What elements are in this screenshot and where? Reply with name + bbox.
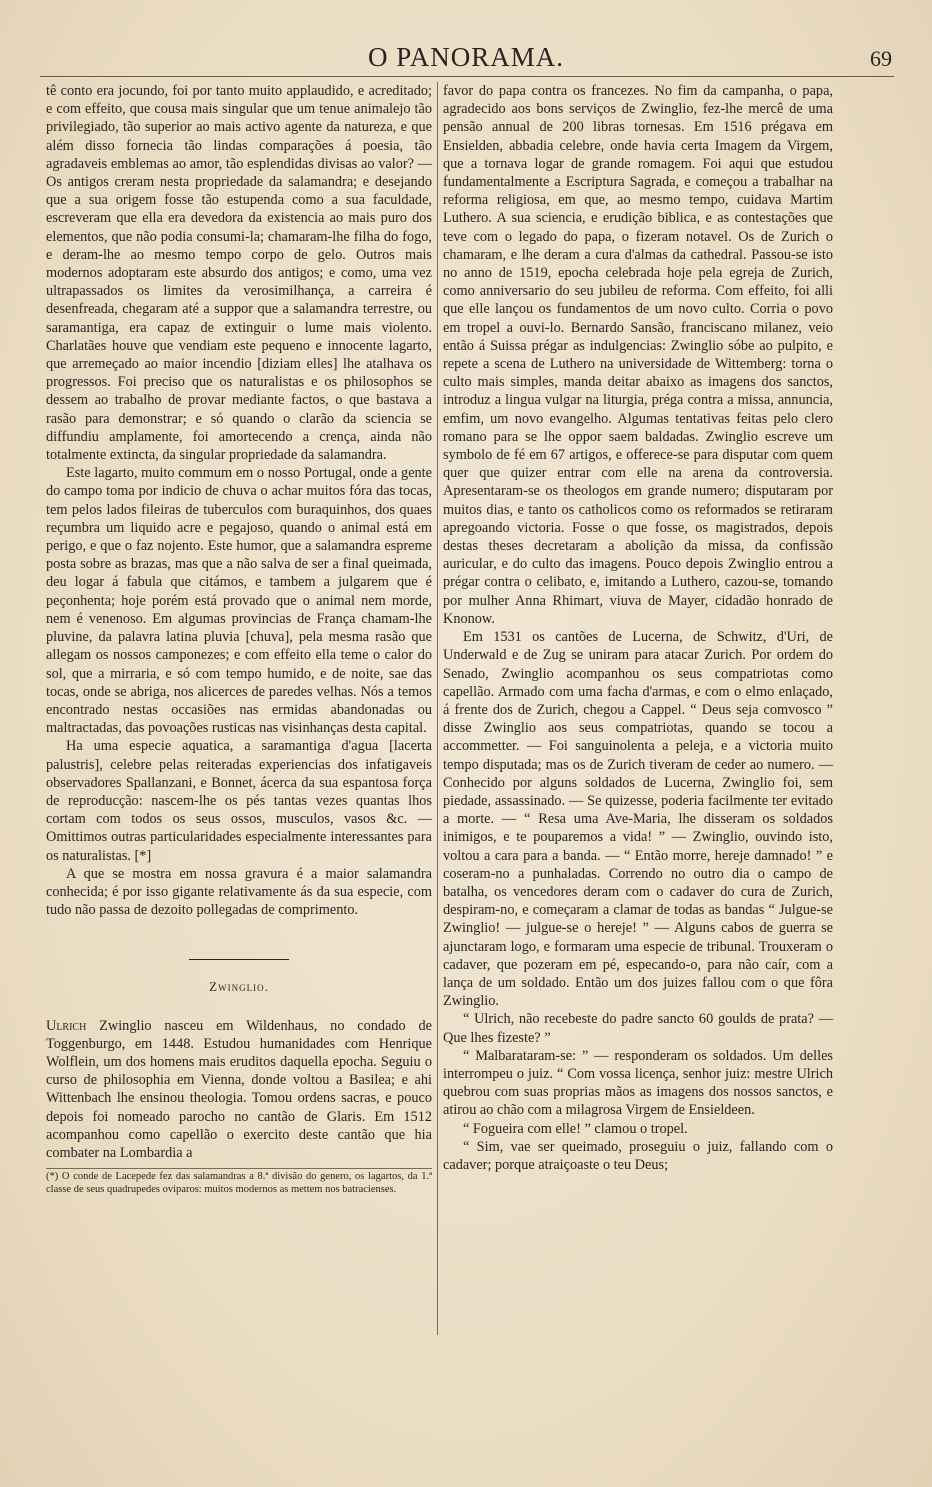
right-column [443,82,833,1174]
paragraph: “ Ulrich, não recebeste do padre sancto 60 goulds de prata? — Que lhes fizeste? ” [443,1011,833,1046]
paragraph: “ Malbarataram-se: ” — responderam os soldados. Um delles interrompeu o juiz. “ Com vossa licença, senhor juiz: mestre Ulrich quebrou com suas proprias mãos as imagens dos nossos sanctos, e atirou ao chão com a milagrosa Virgem de Ensieldeen. [443,1047,833,1119]
left-column [46,82,432,1196]
section-divider [189,959,289,960]
paragraph: Em 1531 os cantões de Lucerna, de Schwitz, d'Uri, de Underwald e de Zug se uniram para atacar Zurich. Por ordem do Senado, Zwinglio acompanhou os seus compatriotas como capellão. Armado com uma facha d'armas, e com o elmo enlaçado, á frente dos de Zurich, chegou a Cappel. “ Deus seja comvosco ” disse Zwinglio aos seus compatriotas, quando se tocou a accommetter. — Foi sanguinolenta a peleja, e a victoria muito tempo disputada; mas os de Zurich tiveram de ceder ao numero. — Conhecido por alguns soldados de Lucerna, Zwinglio foi, sem piedade, assassinado. — Se quizesse, poderia facilmente ter evitado a morte. — “ Resa uma Ave-Maria, lhe disseram os soldados inimigos, e te pouparemos a vida! ” — Zwinglio, ouvindo isto, voltou a cara para a banda. — “ Então morre, hereje damnado! ” e coseram-no a punhaladas. Correndo no outro dia o campo de batalha, os vencedores deram com o cadaver do cura de Zurich, despiram-no, e começaram a clamar de todas as bandas “ Julgue-se Zwinglio! — julgue-se o hereje! ” — Alguns cabos de guerra se ajunctaram logo, e formaram uma especie de tribunal. Trouxeram o cadaver, que pozeram em pé, especando-o, para não caír, com a lança de um soldado. Então um dos juizes fallou com o que fôra Zwinglio. [443,629,833,1010]
page-number: 69 [870,46,892,71]
lead-word: Ulrich [46,1017,87,1034]
header-rule [40,76,894,77]
footnote: (*) O conde de Lacepede fez das salamandras a 8.ª divisão do genero, os lagartos, da 1.ª classe de seus quadrupedes oviparos: muitos modernos as mettem nos batracienses. [46,1168,432,1196]
paragraph: Este lagarto, muito commum em o nosso Portugal, onde a gente do campo toma por indicio de chuva o achar muitos fóra das tocas, tem pelos lados fileiras de tuberculos com buraquinhos, dos quaes reçumbra um liquido acre e pegajoso, quando o animal está em perigo, e que o faz nojento. Este humor, que a salamandra espreme posta sobre as brazas, mas que a não salva de ser a final queimada, deu logar á fabula que citámos, e tambem a julgarem que é peçonhenta; hoje porém está provado que o animal nem morde, nem é venenoso. Em algumas provincias de França chamam-lhe pluvine, da palavra latina pluvia [chuva], pela mesma rasão que allegam os nossos camponezes; e com effeito ella teme o calor do sol, que a mirraria, e só com tempo humido, e de noite, sae das tocas, onde se abriga, nos alicerces de paredes velhas. Nós a temos encontrado nestas occasiões nas ermidas abandonadas ou maltractadas, das povoações rusticas nas visinhanças desta capital. [46,465,432,737]
paragraph: favor do papa contra os francezes. No fim da campanha, o papa, agradecido aos bons serviços de Zwinglio, fez-lhe mercê de uma pensão annual de 200 libras tornesas. Em 1516 prégava em Ensielden, abbadia celebre, onde havia certa Imagem da Virgem, que a tornava logar de grande romagem. Foi aqui que estudou fundamentalmente a Escriptura Sagrada, e começou a trabalhar na reforma religiosa, em que, ao mesmo tempo, cuidava Martim Luthero. A sua sciencia, e erudição biblica, e as contestações que teve com o legado do papa, o fizeram notavel. Os de Zurich o chamaram, e lhe deram a cura d'almas da cathedral. Passou-se isto no anno de 1519, epocha celebrada hoje pela egreja de Zurich, como anniversario do seu jubileu de reforma. Com effeito, foi alli que elle lançou os fundamentos de um novo culto. Corria o povo em tropel a ouvi-lo. Bernardo Sansão, franciscano milanez, veio então á Suissa prégar as indulgencias: Zwinglio sóbe ao pulpito, e repete a scena de Luthero na universidade de Wittemberg: torna o culto mais simples, manda deitar abaixo as imagens dos sanctos, introduz a lingua vulgar na liturgia, préga contra a missa, annuncia, emfim, um novo evangelho. Algumas tentativas feitas pelo clero romano para se lhe oppor saem baldadas. Zwinglio escreve um symbolo de fé em 67 artigos, e offerece-se para disputar com quem quer que quizer entrar com elle na arena da controversia. Apresentaram-se os theologos em grande numero; disputaram por muitos dias, e tanto os catholicos como os reformados se retiraram apregoando victoria. Fosse o que fosse, os magistrados, depois destas theses decretaram a abolição da missa, da confissão auricular, e do culto das imagens. Pouco depois Zwinglio entrou a prégar contra o celibato, e, imitando a Luthero, cazou-se, tomando por mulher Anna Rhimart, viuva de Mayer, cidadão honrado de Knonow. [443,83,833,627]
paragraph: tê conto era jocundo, foi por tanto muito applaudido, e acreditado; e com effeito, que cousa mais singular que um tenue animalejo tão privilegiado, tão superior ao mais activo agente da natureza, e que além disso fornecia tão lindas comparações á poesia, tão agradaveis emblemas ao amor, tão esplendidas divisas ao valor? — Os antigos creram nesta propriedade da salamandra; e desejando que a sua origem fosse tão estupenda como a sua faculdade, escreveram que ella era devedora da existencia ao mais puro dos elementos, que não podia consumi-la; chamaram-lhe filha do fogo, e deram-lhe ao mesmo tempo corpo de gelo. Outros mais modernos adoptaram este absurdo dos antigos; e como, uma vez ultrapassados os limites da verosimilhança, a carreira é desenfreada, chegaram até a suppor que a salamandra terrestre, ou saramantiga, era capaz de extinguir o lume mais violento. Charlatães houve que vendiam este pequeno e innocente lagarto, que arremeçado ao maior incendio [diziam elles] lhe atalhava os progressos. Foi preciso que os naturalistas e os philosophos se dessem ao trabalho de provar mediante factos, o que bastava a rasão para demonstrar; e só quando o clarão da sciencia se diffundiu amplamente, foi amortecendo a crença, ainda não totalmente extincta, da singular propriedade da salamandra. [46,83,432,464]
paragraph-text: Zwinglio nasceu em Wildenhaus, no condado de Toggenburgo, em 1448. Estudou humanidades com Henrique Wolflein, um dos homens mais eruditos daquella epocha. Seguiu o curso de philosophia em Vienna, donde voltou a Basilea; e ahi Wittenbach lhe ensinou theologia. Tomou ordens sacras, e pouco depois foi nomeado parocho no cantão de Glaris. Em 1512 acompanhou como capellão o exercito deste cantão que hia combater na Lombardia a [46,1017,433,1161]
paragraph: Ha uma especie aquatica, a saramantiga d'agua [lacerta palustris], celebre pelas reiteradas experiencias dos infatigaveis observadores Spallanzani, e Bonnet, ácerca da sua espantosa força de reproducção: nascem-lhe os pés tantas vezes quantas lhos cortam com todos os seus ossos, musculos, vasos &c. — Omittimos outras particularidades especialmente interessantes para os naturalistas. [*] [46,738,432,864]
paragraph: “ Fogueira com elle! ” clamou o tropel. [463,1120,688,1137]
page-title: O PANORAMA. [367,42,565,72]
paragraph: A que se mostra em nossa gravura é a maior salamandra conhecida; é por isso gigante relativamente ás da sua especie, com tudo não passa de dezoito pollegadas de comprimento. [46,865,432,919]
column-divider [437,82,438,1335]
paragraph [46,1017,432,1163]
section-heading: Zwinglio. [209,979,269,995]
paragraph: “ Sim, vae ser queimado, proseguiu o juiz, fallando com o cadaver; porque atraiçoaste o teu Deus; [443,1138,833,1173]
